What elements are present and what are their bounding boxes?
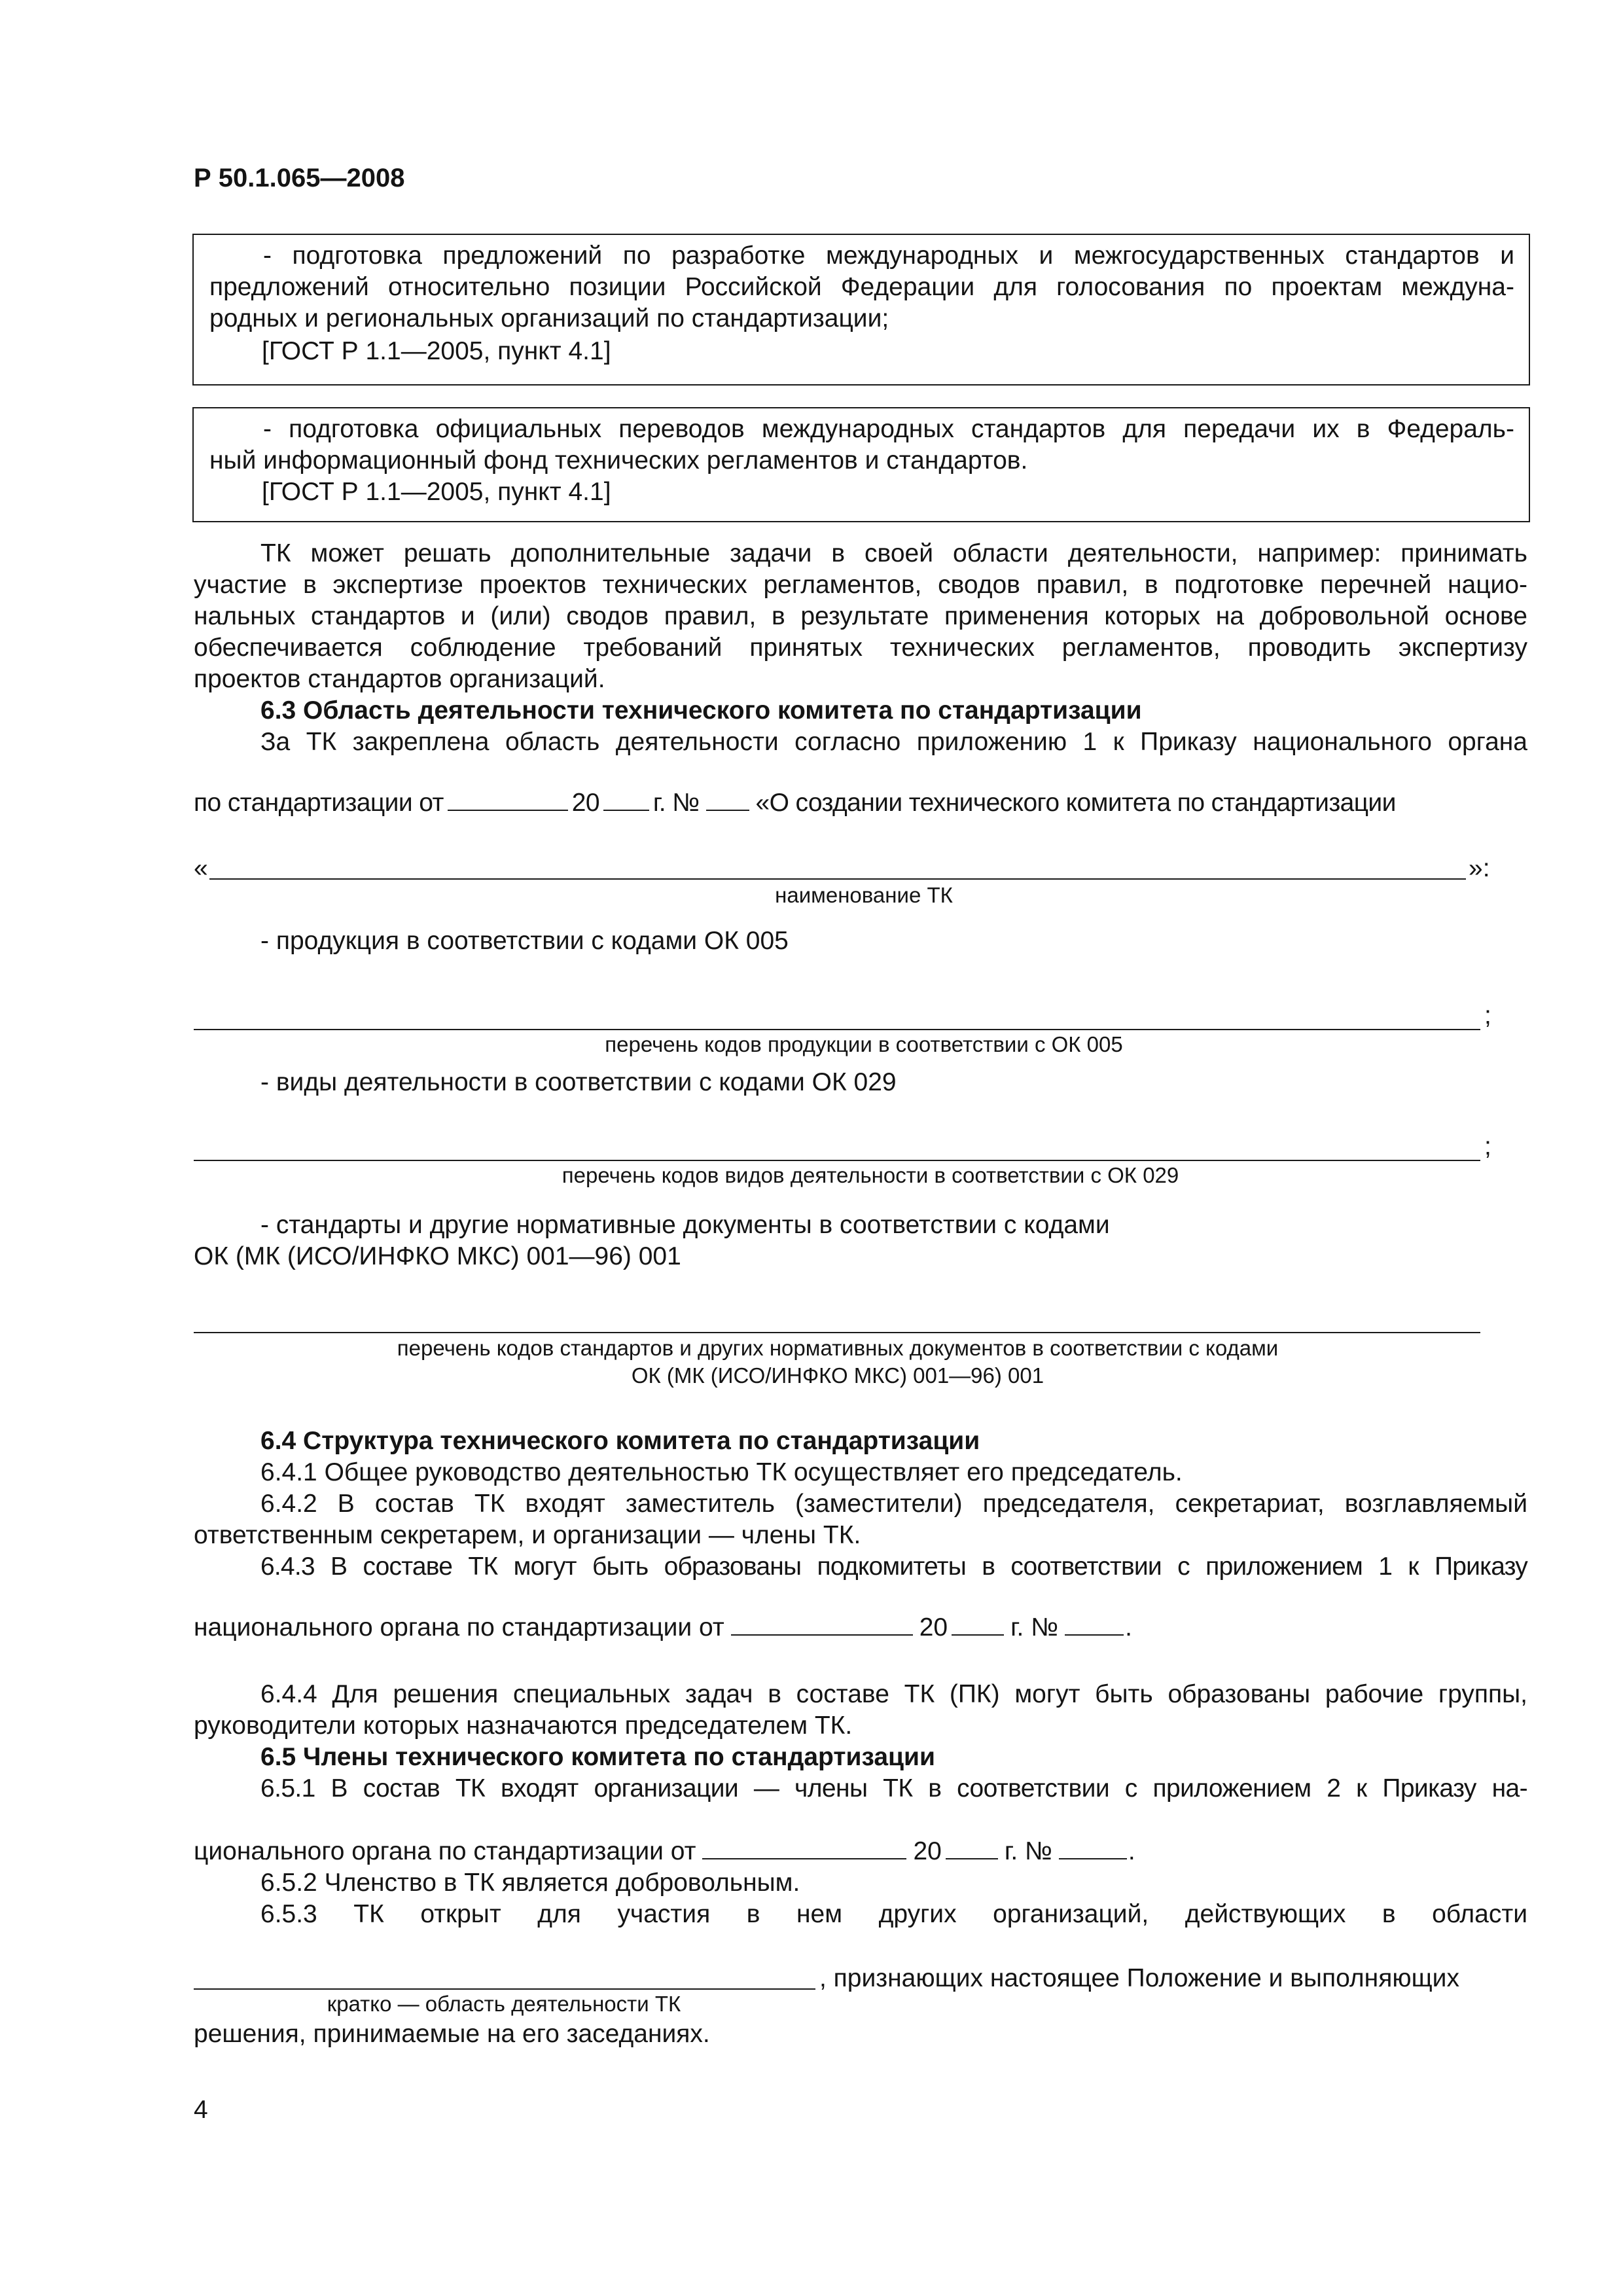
tasks-line-4: обеспечивается соблюдение требований принятых технических регламентов, проводить экспертизу <box>194 634 1527 662</box>
tasks-line-2: участие в экспертизе проектов технических регламентов, сводов правил, в подготовке перечней нацио- <box>194 571 1527 599</box>
year-blank[interactable] <box>946 1839 998 1859</box>
p-6-5-1-line-1: 6.5.1 В состав ТК входят организации — члены ТК в соответствии с приложением 2 к Приказу на- <box>260 1774 1527 1803</box>
quote-open: « <box>194 854 208 882</box>
p-6-5-3-line-1: 6.5.3 ТК открыт для участия в нем других организаций, действующих в области <box>260 1900 1527 1928</box>
section-6-3-line-1: За ТК закреплена область деятельности согласно приложению 1 к Приказу национального органа <box>260 728 1527 756</box>
p-6-4-3-line-1: 6.4.3 В составе ТК могут быть образованы подкомитеты в соответствии с приложением 1 к Приказу <box>260 1552 1527 1581</box>
activities-text: - виды деятельности в соответствии с кодами ОК 029 <box>260 1068 897 1096</box>
p-6-4-4-line-2: руководители которых назначаются председателем ТК. <box>194 1712 853 1740</box>
year-blank[interactable] <box>952 1615 1004 1636</box>
standards-text-1: - стандарты и другие нормативные документы в соответствии с кодами <box>260 1211 1110 1239</box>
p-6-4-4-line-1: 6.4.4 Для решения специальных задач в составе ТК (ПК) могут быть образованы рабочие группы, <box>260 1680 1527 1708</box>
box2-reference: [ГОСТ Р 1.1—2005, пункт 4.1] <box>262 478 611 506</box>
box2-line-2: ный информационный фонд технических регламентов и стандартов. <box>209 446 1028 475</box>
section-6-3-line-2: по стандартизации от 20 г. № «О создании технического комитета по стандартизации <box>194 789 1396 817</box>
section-6-5-heading: 6.5 Члены технического комитета по стандартизации <box>260 1743 935 1771</box>
date-blank[interactable] <box>731 1615 913 1636</box>
p-6-5-3-line-3: решения, принимаемые на его заседаниях. <box>194 2020 710 2048</box>
p-6-5-3-line-2: , признающих настоящее Положение и выполняющих <box>819 1964 1459 1992</box>
date-blank[interactable] <box>448 790 568 811</box>
tasks-line-1: ТК может решать дополнительные задачи в своей области деятельности, например: принимать <box>260 539 1527 567</box>
box1-line-2: предложений относительно позиции Российской Федерации для голосования по проектам междуна- <box>209 273 1514 301</box>
box1-line-3: родных и региональных организаций по стандартизации; <box>209 304 889 332</box>
number-blank[interactable] <box>1065 1615 1124 1636</box>
activities-semicolon: ; <box>1484 1132 1491 1160</box>
tasks-line-3: нальных стандартов и (или) сводов правил, в результате применения которых на добровольной основе <box>194 602 1527 630</box>
number-blank[interactable] <box>1059 1839 1127 1859</box>
standards-codes-field[interactable] <box>194 1332 1480 1333</box>
products-text: - продукция в соответствии с кодами ОК 005 <box>260 927 789 955</box>
caption-area: кратко — область деятельности ТК <box>327 1992 681 2016</box>
document-code: Р 50.1.065—2008 <box>194 164 405 192</box>
tasks-line-5: проектов стандартов организаций. <box>194 665 605 693</box>
p-6-4-3-line-2: национального органа по стандартизации от 20 г. № . <box>194 1613 1132 1641</box>
p-6-5-2: 6.5.2 Членство в ТК является добровольным. <box>260 1869 800 1897</box>
date-blank[interactable] <box>702 1839 906 1859</box>
caption-products: перечень кодов продукции в соответствии с ОК 005 <box>605 1032 1123 1056</box>
quote-close: »: <box>1469 854 1490 882</box>
tc-name-field[interactable] <box>209 878 1466 880</box>
activities-codes-field[interactable] <box>194 1160 1480 1161</box>
box1-line-1: - подготовка предложений по разработке международных и межгосударственных стандартов и <box>263 242 1514 270</box>
caption-standards-1: перечень кодов стандартов и других нормативных документов в соответствии с кодами <box>397 1336 1279 1360</box>
p-6-4-2-line-1: 6.4.2 В состав ТК входят заместитель (заместители) председателя, секретариат, возглавляемый <box>260 1490 1527 1518</box>
number-blank[interactable] <box>706 790 749 811</box>
section-6-3-heading: 6.3 Область деятельности технического комитета по стандартизации <box>260 696 1142 725</box>
products-codes-field[interactable] <box>194 1029 1480 1030</box>
products-semicolon: ; <box>1484 1001 1491 1030</box>
caption-activities: перечень кодов видов деятельности в соответствии с ОК 029 <box>562 1163 1179 1187</box>
page-number: 4 <box>194 2096 208 2124</box>
caption-standards-2: ОК (МК (ИСО/ИНФКО МКС) 001—96) 001 <box>631 1363 1044 1388</box>
tc-area-field[interactable] <box>194 1988 815 1990</box>
p-6-4-1: 6.4.1 Общее руководство деятельностью ТК осуществляет его председатель. <box>260 1458 1183 1486</box>
standards-text-2: ОК (МК (ИСО/ИНФКО МКС) 001—96) 001 <box>194 1242 681 1270</box>
box1-reference: [ГОСТ Р 1.1—2005, пункт 4.1] <box>262 337 611 365</box>
p-6-5-1-line-2: ционального органа по стандартизации от 20 г. № . <box>194 1837 1135 1865</box>
year-blank[interactable] <box>603 790 649 811</box>
caption-tc-name: наименование ТК <box>775 883 953 907</box>
p-6-4-2-line-2: ответственным секретарем, и организации — члены ТК. <box>194 1521 861 1549</box>
box2-line-1: - подготовка официальных переводов международных стандартов для передачи их в Федераль- <box>263 415 1514 443</box>
section-6-4-heading: 6.4 Структура технического комитета по стандартизации <box>260 1427 980 1455</box>
